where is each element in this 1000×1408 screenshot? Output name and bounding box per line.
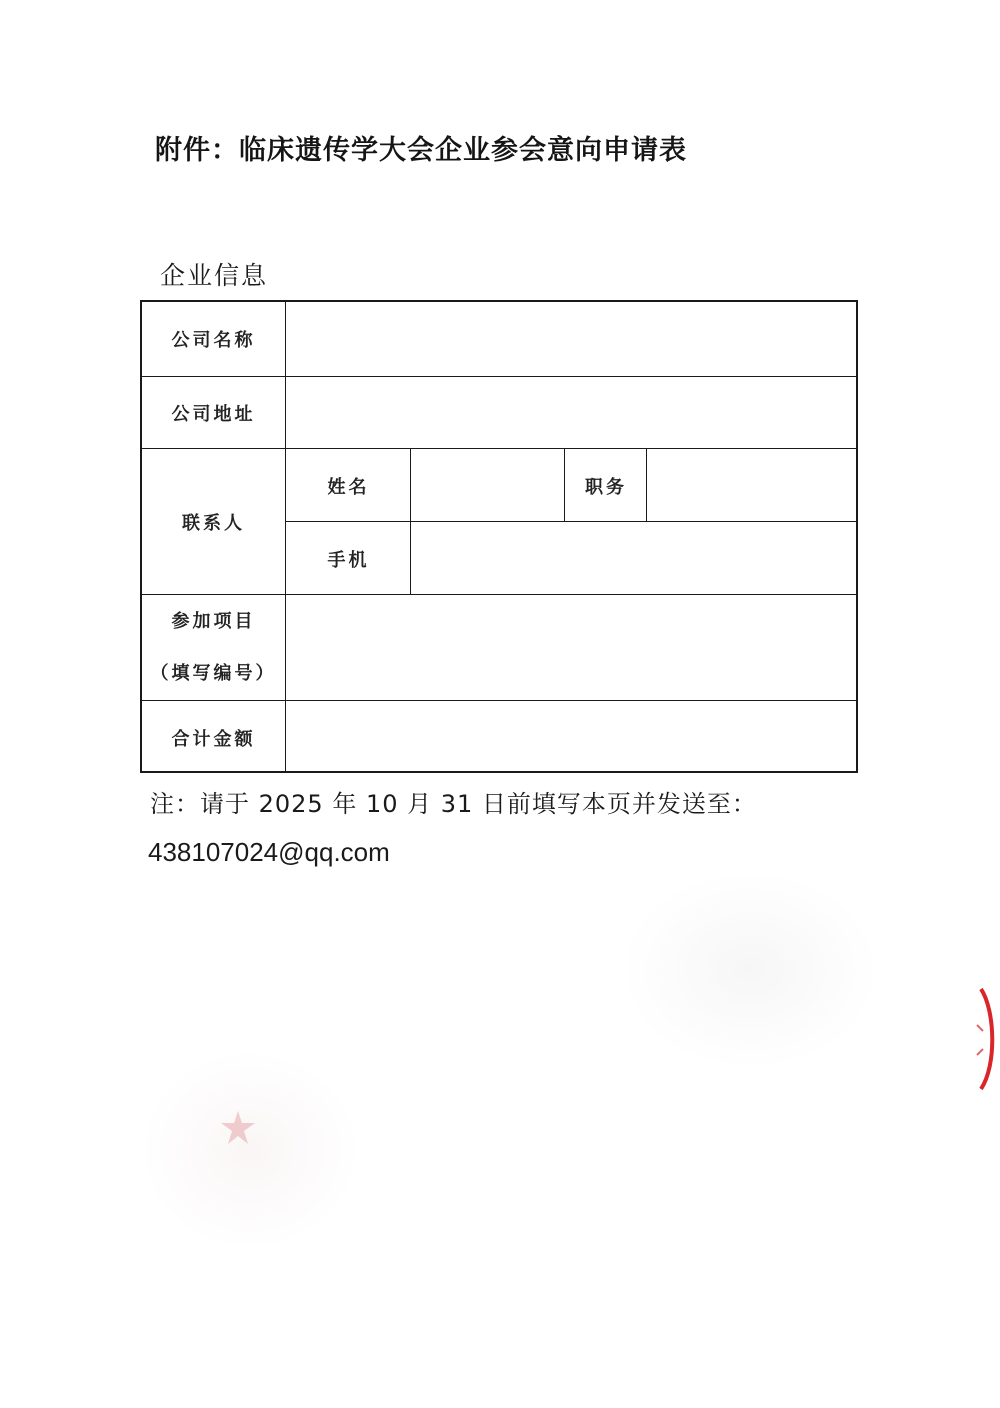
- project-field[interactable]: [287, 596, 856, 698]
- company-name-label: 公司名称: [171, 330, 256, 351]
- row-divider: [285, 521, 858, 522]
- column-divider: [646, 448, 647, 521]
- row-divider: [142, 700, 858, 701]
- faint-stamp-impression: [620, 870, 880, 1070]
- contact-label: 联系人: [182, 513, 245, 534]
- contact-mobile-label: 手机: [327, 549, 370, 571]
- total-amount-field[interactable]: [287, 702, 856, 771]
- document-title: 附件：临床遗传学大会企业参会意向申请表: [155, 135, 687, 166]
- column-divider: [285, 302, 286, 773]
- company-address-label: 公司地址: [171, 404, 256, 425]
- project-label-line1: 参加项目: [171, 611, 256, 632]
- column-divider: [410, 448, 411, 594]
- column-divider: [564, 448, 565, 521]
- contact-name-label: 姓名: [327, 476, 370, 498]
- submission-note: 注：请于 2025 年 10 月 31 日前填写本页并发送至：: [150, 790, 757, 818]
- row-divider: [142, 376, 858, 377]
- company-address-field[interactable]: [287, 378, 856, 446]
- project-label-line2: （填写编号）: [150, 663, 277, 684]
- row-divider: [142, 594, 858, 595]
- seal-star-icon: [218, 1108, 258, 1148]
- contact-position-label: 职务: [585, 476, 627, 498]
- row-divider: [142, 448, 858, 449]
- registration-form: [140, 300, 858, 773]
- red-seal-edge-icon: [975, 985, 1000, 1095]
- project-label: [142, 596, 285, 700]
- section-heading: 企业信息: [160, 261, 269, 290]
- contact-name-field[interactable]: [412, 450, 562, 519]
- contact-mobile-field[interactable]: [412, 523, 856, 592]
- contact-position-field[interactable]: [648, 450, 856, 519]
- submission-email[interactable]: 438107024@qq.com: [148, 837, 390, 867]
- faint-stamp-impression: [140, 1050, 360, 1250]
- company-name-field[interactable]: [287, 304, 856, 374]
- total-amount-label: 合计金额: [171, 728, 256, 750]
